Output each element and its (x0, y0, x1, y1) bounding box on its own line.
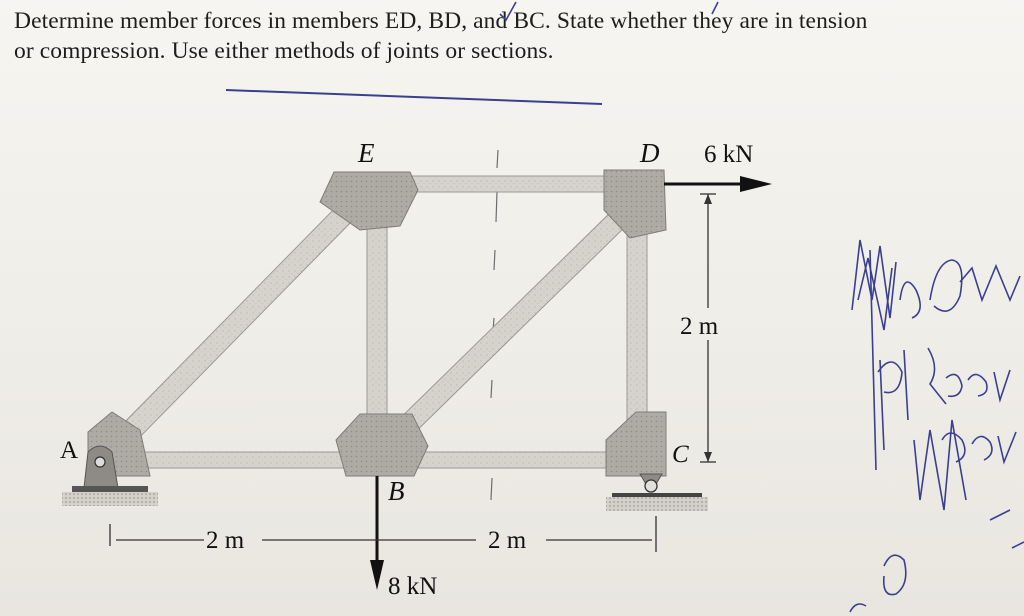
load-label-6kN: 6 kN (704, 141, 754, 168)
joint-label-B: B (388, 476, 405, 506)
joint-label-D: D (640, 138, 660, 168)
problem-line-2: or compression. Use either methods of joints or sections. (14, 38, 554, 64)
dim-arrowhead-bottom (704, 452, 712, 462)
joint-label-E: E (358, 138, 375, 168)
dimension-label-left-span: 2 m (206, 527, 245, 554)
gusset-plate-C (606, 412, 666, 476)
member-BD-diagonal (385, 208, 630, 447)
problem-line-1: Determine member forces in members ED, BD, and BC. State whether they are in tension (14, 8, 868, 34)
dim-arrowhead-top (704, 194, 712, 204)
handwritten-scribbles (850, 240, 1024, 612)
joint-label-A: A (60, 437, 79, 464)
load-label-8kN: 8 kN (388, 573, 438, 600)
load-arrow-8kN (370, 476, 384, 590)
pen-underline (226, 90, 602, 104)
dimension-label-height: 2 m (680, 313, 719, 340)
pen-check-mark (500, 2, 516, 20)
load-arrow-6kN (664, 176, 772, 192)
member-AE-diagonal (112, 199, 360, 449)
joint-label-C: C (672, 441, 689, 468)
pen-check-mark-2 (712, 2, 718, 14)
gusset-plate-B (336, 414, 428, 476)
roller-support-C (606, 474, 708, 511)
dimension-label-right-span: 2 m (488, 527, 527, 554)
